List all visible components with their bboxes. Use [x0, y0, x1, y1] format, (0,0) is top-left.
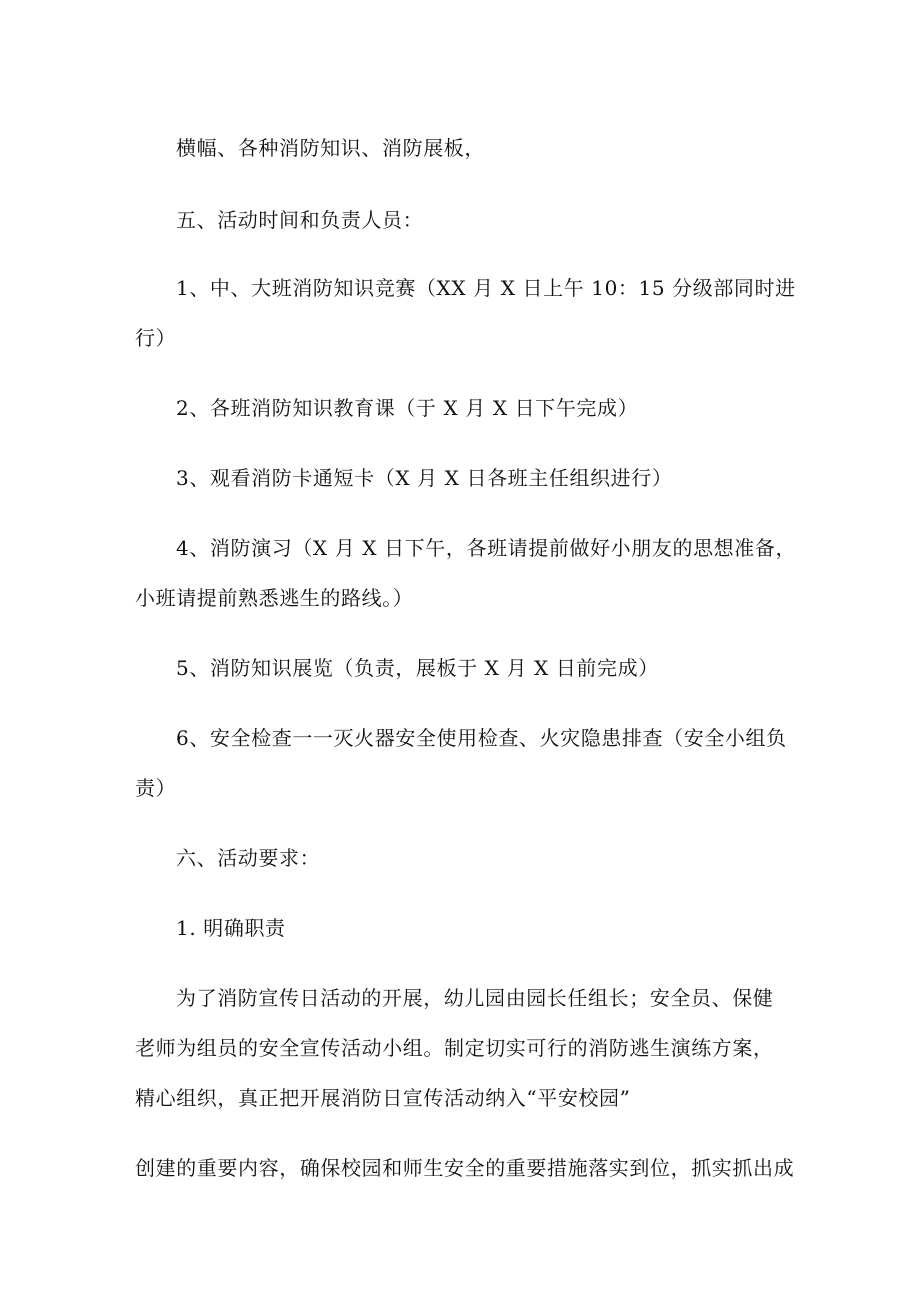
list-item-continuation: 责）	[135, 776, 177, 800]
list-item: 2、各班消防知识教育课（于 X 月 X 日下午完成）	[176, 396, 639, 420]
section-heading: 五、活动时间和负责人员：	[176, 208, 424, 232]
paragraph-line: 为了消防宣传日活动的开展，幼儿园由园长任组长；安全员、保健	[176, 986, 774, 1010]
list-item: 4、消防演习（X 月 X 日下午，各班请提前做好小朋友的思想准备，	[176, 536, 797, 560]
paragraph-line: 老师为组员的安全宣传活动小组。制定切实可行的消防逃生演练方案，	[135, 1036, 774, 1060]
paragraph-line: 精心组织，真正把开展消防日宣传活动纳入“平安校园”	[135, 1086, 631, 1110]
list-item: 6、安全检查一一灭火器安全使用检查、火灾隐患排查（安全小组负	[176, 726, 787, 750]
text-line: 横幅、各种消防知识、消防展板，	[176, 136, 485, 160]
list-item: 1、中、大班消防知识竞赛（XX 月 X 日上午 10：15 分级部同时进	[176, 276, 796, 300]
list-item: 3、观看消防卡通短卡（X 月 X 日各班主任组织进行）	[176, 466, 673, 490]
section-heading: 六、活动要求：	[176, 846, 321, 870]
list-item-continuation: 行）	[135, 326, 177, 350]
list-item-continuation: 小班请提前熟悉逃生的路线。）	[135, 586, 414, 610]
subsection-heading: 1. 明确职责	[176, 916, 286, 940]
paragraph-line: 创建的重要内容，确保校园和师生安全的重要措施落实到位，抓实抓出成	[135, 1156, 795, 1180]
list-item: 5、消防知识展览（负责，展板于 X 月 X 日前完成）	[176, 656, 659, 680]
